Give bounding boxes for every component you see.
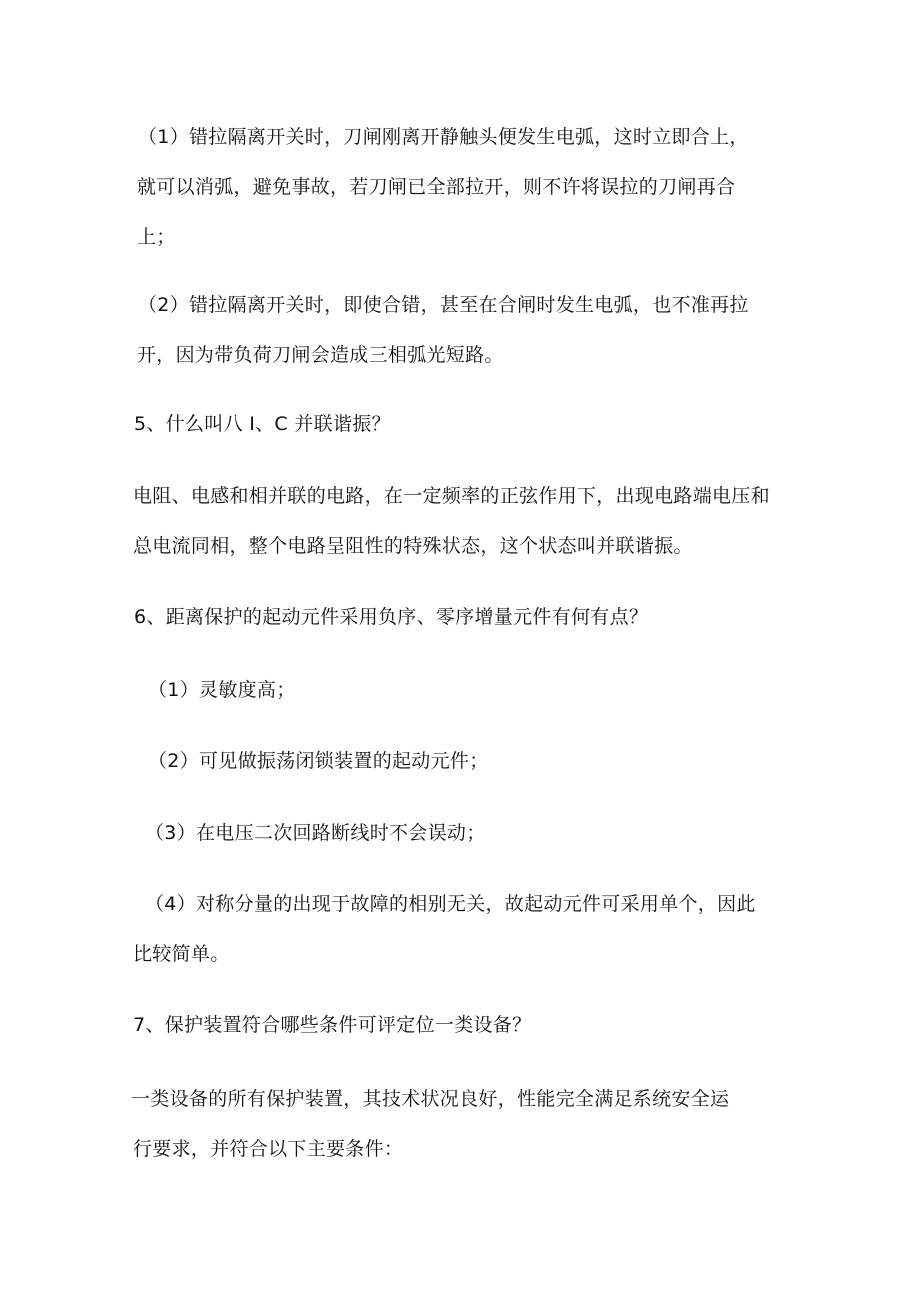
text-line: 比较简单。 <box>133 943 230 965</box>
text-line: 总电流同相，整个电路呈阻性的特殊状态，这个状态叫并联谐振。 <box>133 535 693 557</box>
text-line: 开，因为带负荷刀闸会造成三相弧光短路。 <box>137 344 504 366</box>
list-item: （3）在电压二次回路断线时不会误动； <box>145 822 486 844</box>
text-line: （1）错拉隔离开关时，刀闸刚离开静触头便发生电弧，这时立即合上， <box>138 126 749 148</box>
question-heading: 7、保护装置符合哪些条件可评定位一类设备？ <box>133 1014 532 1036</box>
list-item: （2）可见做振荡闭锁装置的起动元件； <box>148 750 489 772</box>
question-heading: 6、距离保护的起动元件采用负序、零序增量元件有何有点？ <box>134 606 649 628</box>
question-heading: 5、什么叫八 I、C 并联谐振？ <box>134 413 391 435</box>
text-line: （2）错拉隔离开关时，即使合错，甚至在合闸时发生电弧，也不准再拉 <box>138 294 749 316</box>
list-item: （4）对称分量的出现于故障的相别无关，故起动元件可采用单个，因此 <box>145 893 756 915</box>
text-line: 电阻、电感和相并联的电路，在一定频率的正弦作用下，出现电路端电压和 <box>133 485 770 507</box>
list-item: （1）灵敏度高； <box>148 679 296 701</box>
text-line: 就可以消弧，避免事故，若刀闸已全部拉开，则不许将误拉的刀闸再合 <box>137 176 736 198</box>
text-line: 行要求，并符合以下主要条件： <box>133 1138 404 1160</box>
text-line: 上； <box>137 226 176 248</box>
text-line: 一类设备的所有保护装置，其技术状况良好，性能完全满足系统安全运 <box>131 1088 730 1110</box>
